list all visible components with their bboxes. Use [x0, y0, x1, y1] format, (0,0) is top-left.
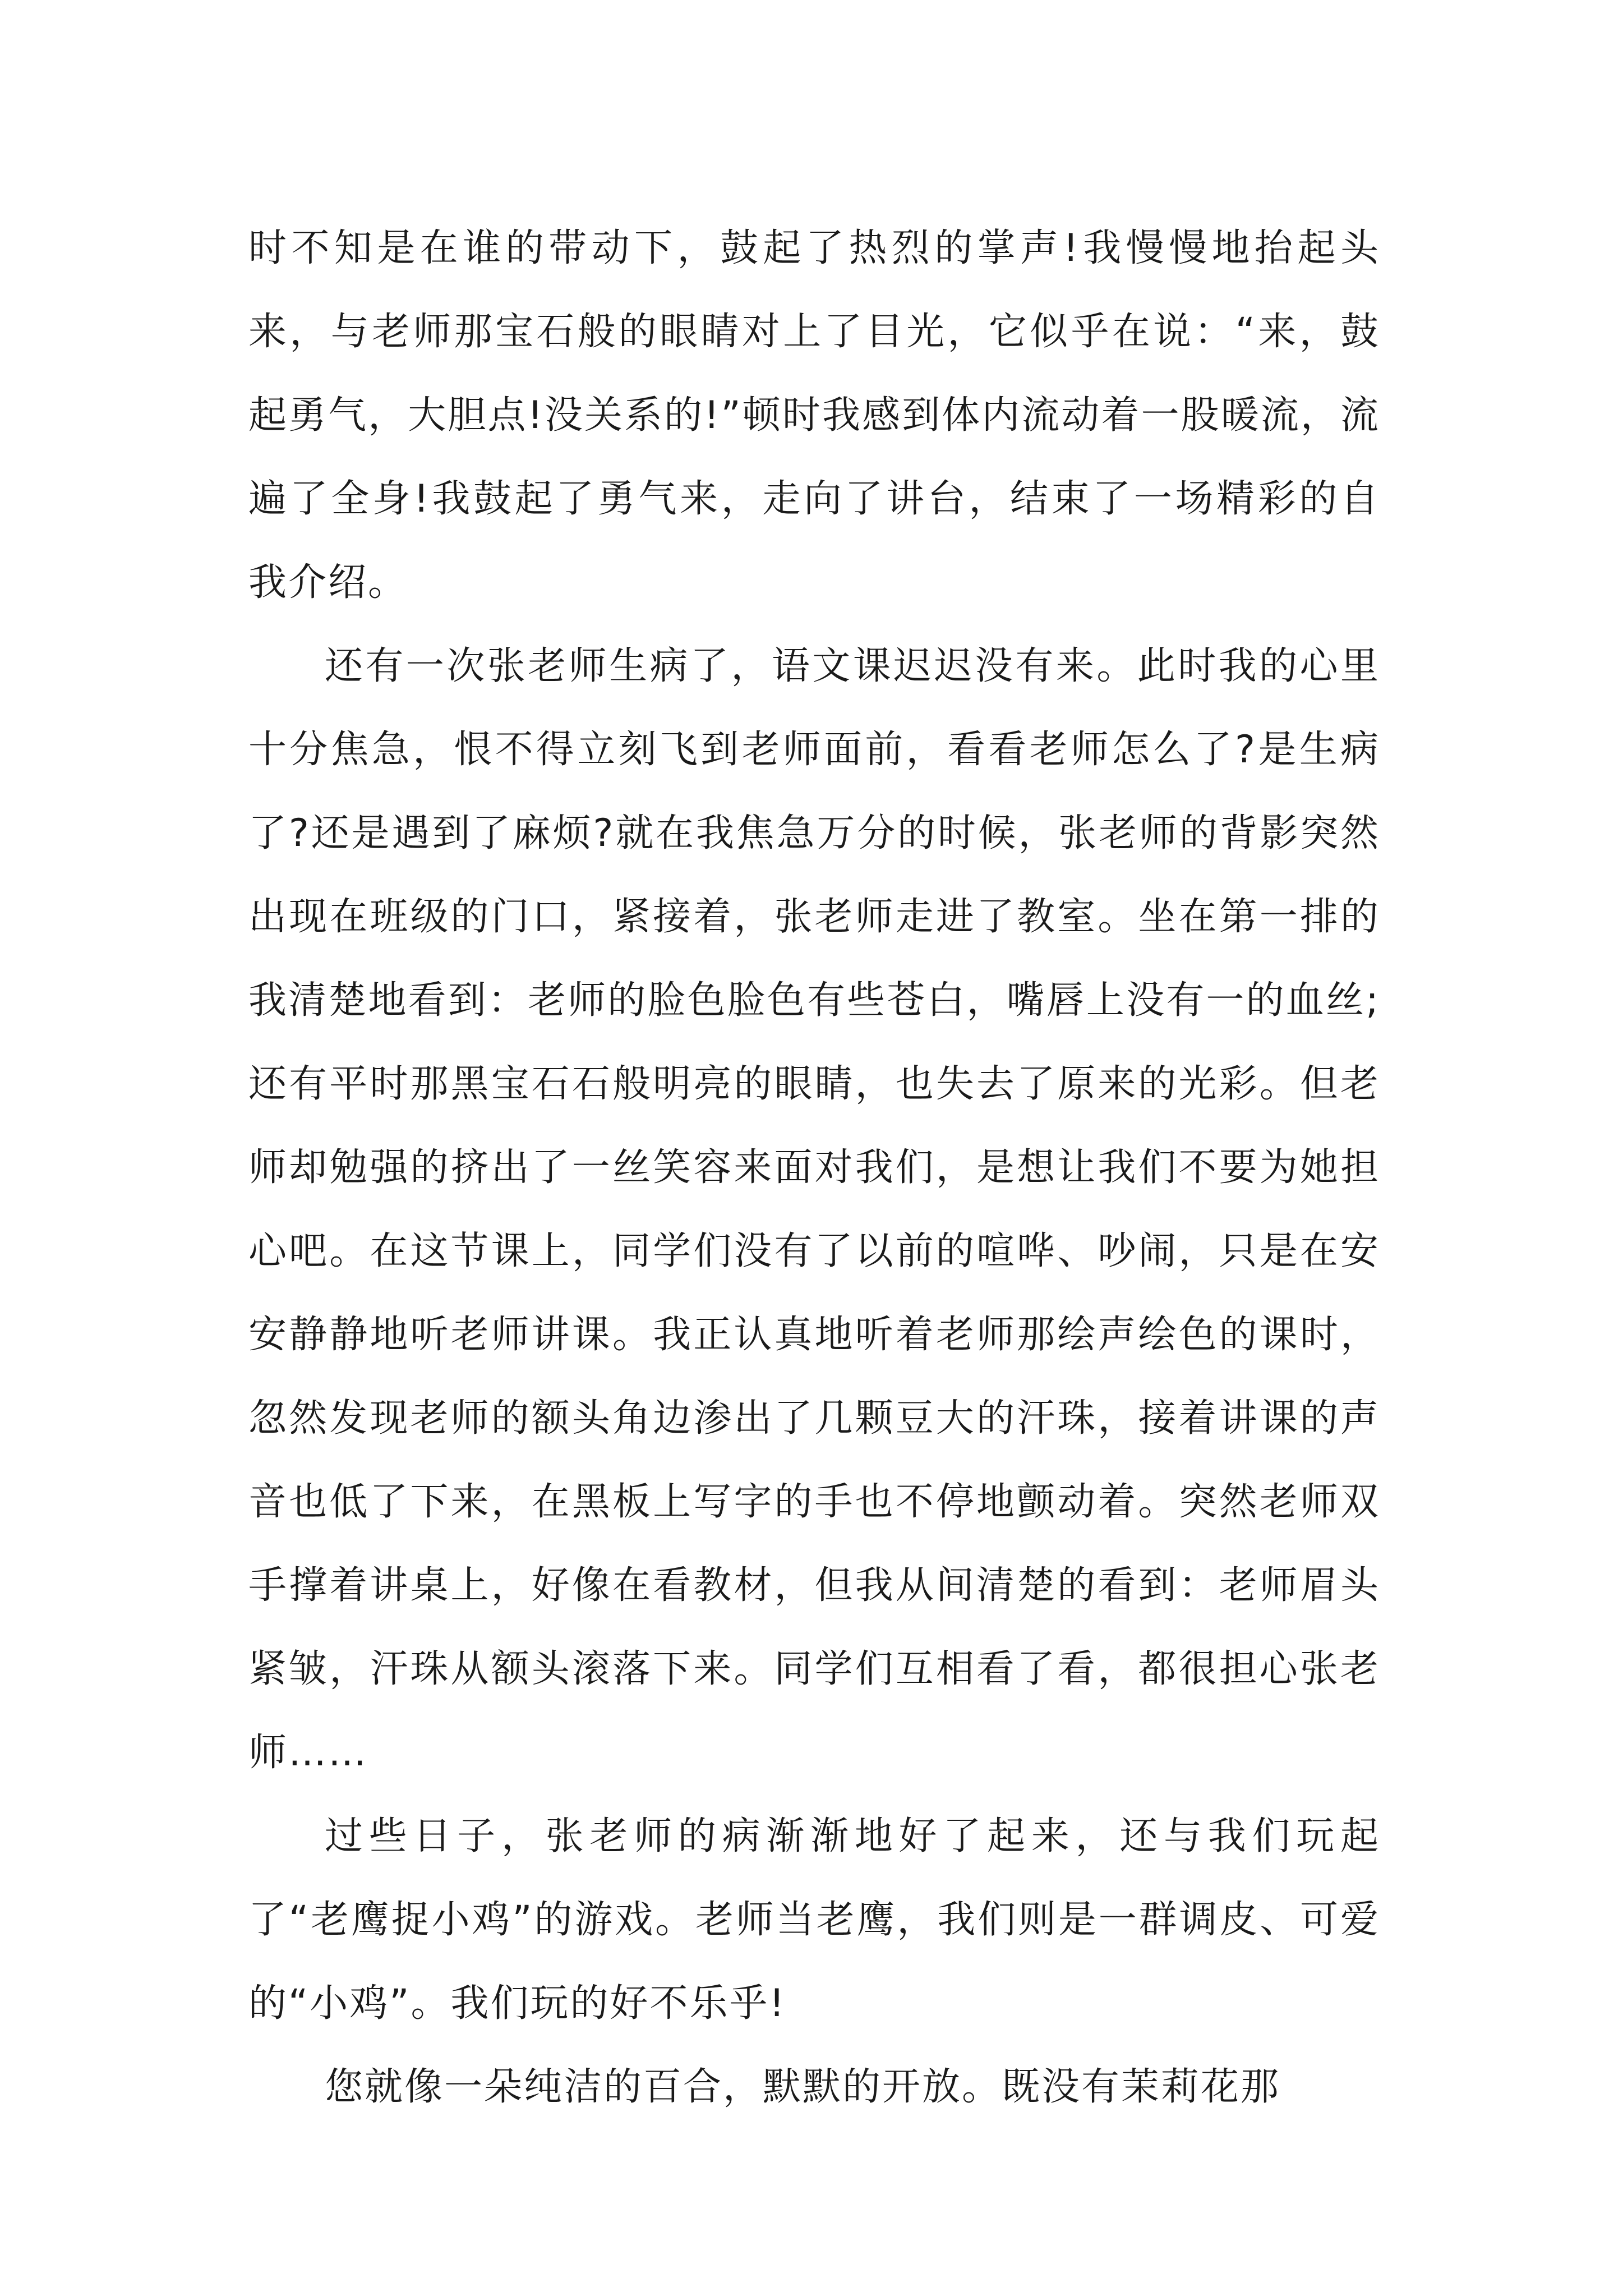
paragraph-1: 时不知是在谁的带动下，鼓起了热烈的掌声!我慢慢地抬起头来，与老师那宝石般的眼睛对上了目光，它似乎在说：“来，鼓起勇气，大胆点!没关系的!”顿时我感到体内流动着一股暖流，流遍了全身!我鼓起了勇气来，走向了讲台，结束了一场精彩的自我介绍。	[248, 226, 1380, 605]
paragraph-2: 还有一次张老师生病了，语文课迟迟没有来。此时我的心里十分焦急，恨不得立刻飞到老师面前，看看老师怎么了?是生病了?还是遇到了麻烦?就在我焦急万分的时候，张老师的背影突然出现在班级的门口，紧接着，张老师走进了教室。坐在第一排的我清楚地看到：老师的脸色脸色有些苍白，嘴唇上没有一的血丝;还有平时那黑宝石石般明亮的眼睛，也失去了原来的光彩。但老师却勉强的挤出了一丝笑容来面对我们，是想让我们不要为她担心吧。在这节课上，同学们没有了以前的喧哗、吵闹，只是在安安静静地听老师讲课。我正认真地听着老师那绘声绘色的课时，忽然发现老师的额头角边渗出了几颗豆大的汗珠，接着讲课的声音也低了下来，在黑板上写字的手也不停地颤动着。突然老师双手撑着讲桌上，好像在看教材，但我从间清楚的看到：老师眉头紧皱，汗珠从额头滚落下来。同学们互相看了看，都很担心张老师……	[248, 644, 1380, 1775]
essay-body	[248, 206, 1380, 2129]
paragraph-4: 您就像一朵纯洁的百合，默默的开放。既没有茉莉花那	[325, 2065, 1281, 2109]
paragraph-3: 过些日子，张老师的病渐渐地好了起来，还与我们玩起了“老鹰捉小鸡”的游戏。老师当老鹰，我们则是一群调皮、可爱的“小鸡”。我们玩的好不乐乎!	[248, 1814, 1380, 2026]
